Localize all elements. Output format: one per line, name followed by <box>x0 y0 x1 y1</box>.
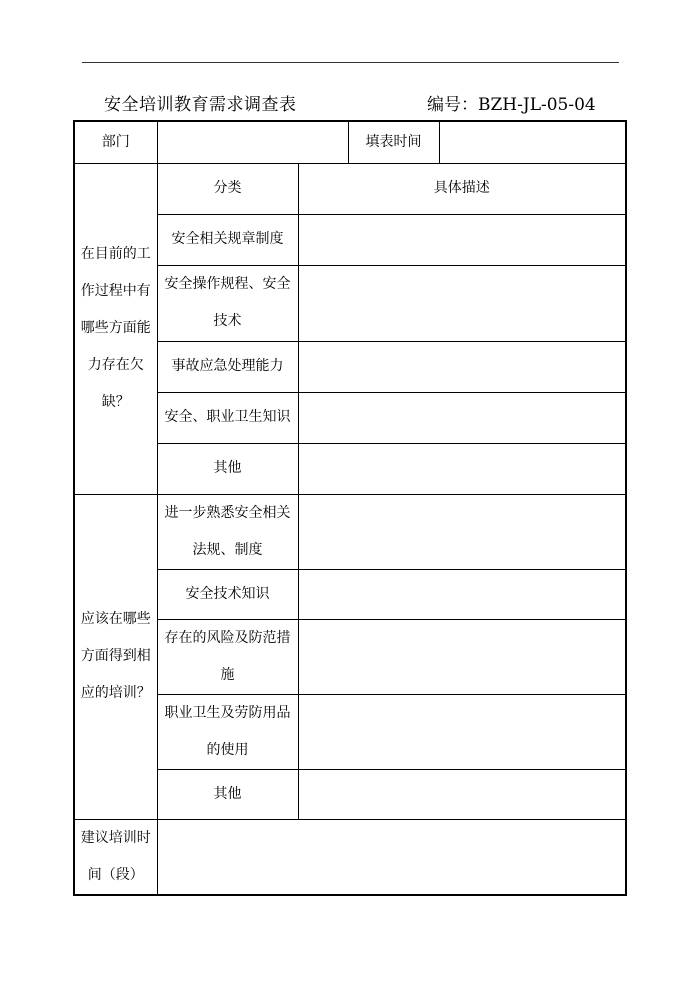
category-cell: 职业卫生及劳防用品的使用 <box>157 694 298 769</box>
category-cell: 安全、职业卫生知识 <box>157 392 298 443</box>
table-row <box>74 569 626 619</box>
table-row <box>74 392 626 443</box>
table-row <box>74 265 626 341</box>
description-field[interactable] <box>298 341 626 392</box>
description-field[interactable] <box>298 443 626 494</box>
fill-date-label: 填表时间 <box>348 121 439 163</box>
description-field[interactable] <box>298 769 626 819</box>
description-field[interactable] <box>298 392 626 443</box>
table-row <box>74 494 626 569</box>
suggested-time-label: 建议培训时间（段） <box>74 819 157 895</box>
category-cell: 其他 <box>157 769 298 819</box>
document-title: 安全培训教育需求调查表 <box>104 95 297 115</box>
category-cell: 安全操作规程、安全技术 <box>157 265 298 341</box>
table-row <box>74 769 626 819</box>
department-field[interactable] <box>157 121 348 163</box>
description-field[interactable] <box>298 694 626 769</box>
description-field[interactable] <box>298 569 626 619</box>
fill-date-field[interactable] <box>439 121 626 163</box>
category-cell: 进一步熟悉安全相关法规、制度 <box>157 494 298 569</box>
table-row <box>74 341 626 392</box>
suggestion-row <box>74 819 626 895</box>
description-field[interactable] <box>298 265 626 341</box>
section2-question: 应该在哪些方面得到相应的培训？ <box>74 494 157 819</box>
category-column-header: 分类 <box>157 163 298 214</box>
document-number: 编号：BZH-JL-05-04 <box>427 95 596 115</box>
table-row <box>74 443 626 494</box>
description-field[interactable] <box>298 494 626 569</box>
table-row <box>74 694 626 769</box>
section1-question: 在目前的工作过程中有哪些方面能力存在欠缺？ <box>74 163 157 494</box>
table-row <box>74 214 626 265</box>
category-cell: 事故应急处理能力 <box>157 341 298 392</box>
category-cell: 安全相关规章制度 <box>157 214 298 265</box>
department-row <box>74 121 626 163</box>
description-field[interactable] <box>298 619 626 694</box>
category-cell: 安全技术知识 <box>157 569 298 619</box>
category-cell: 存在的风险及防范措施 <box>157 619 298 694</box>
description-field[interactable] <box>298 214 626 265</box>
table-row <box>74 619 626 694</box>
section1-header-row <box>74 163 626 214</box>
header-rule <box>82 62 619 63</box>
department-label: 部门 <box>74 121 157 163</box>
survey-form-table <box>73 120 627 896</box>
description-column-header: 具体描述 <box>298 163 626 214</box>
category-cell: 其他 <box>157 443 298 494</box>
suggested-time-field[interactable] <box>157 819 626 895</box>
